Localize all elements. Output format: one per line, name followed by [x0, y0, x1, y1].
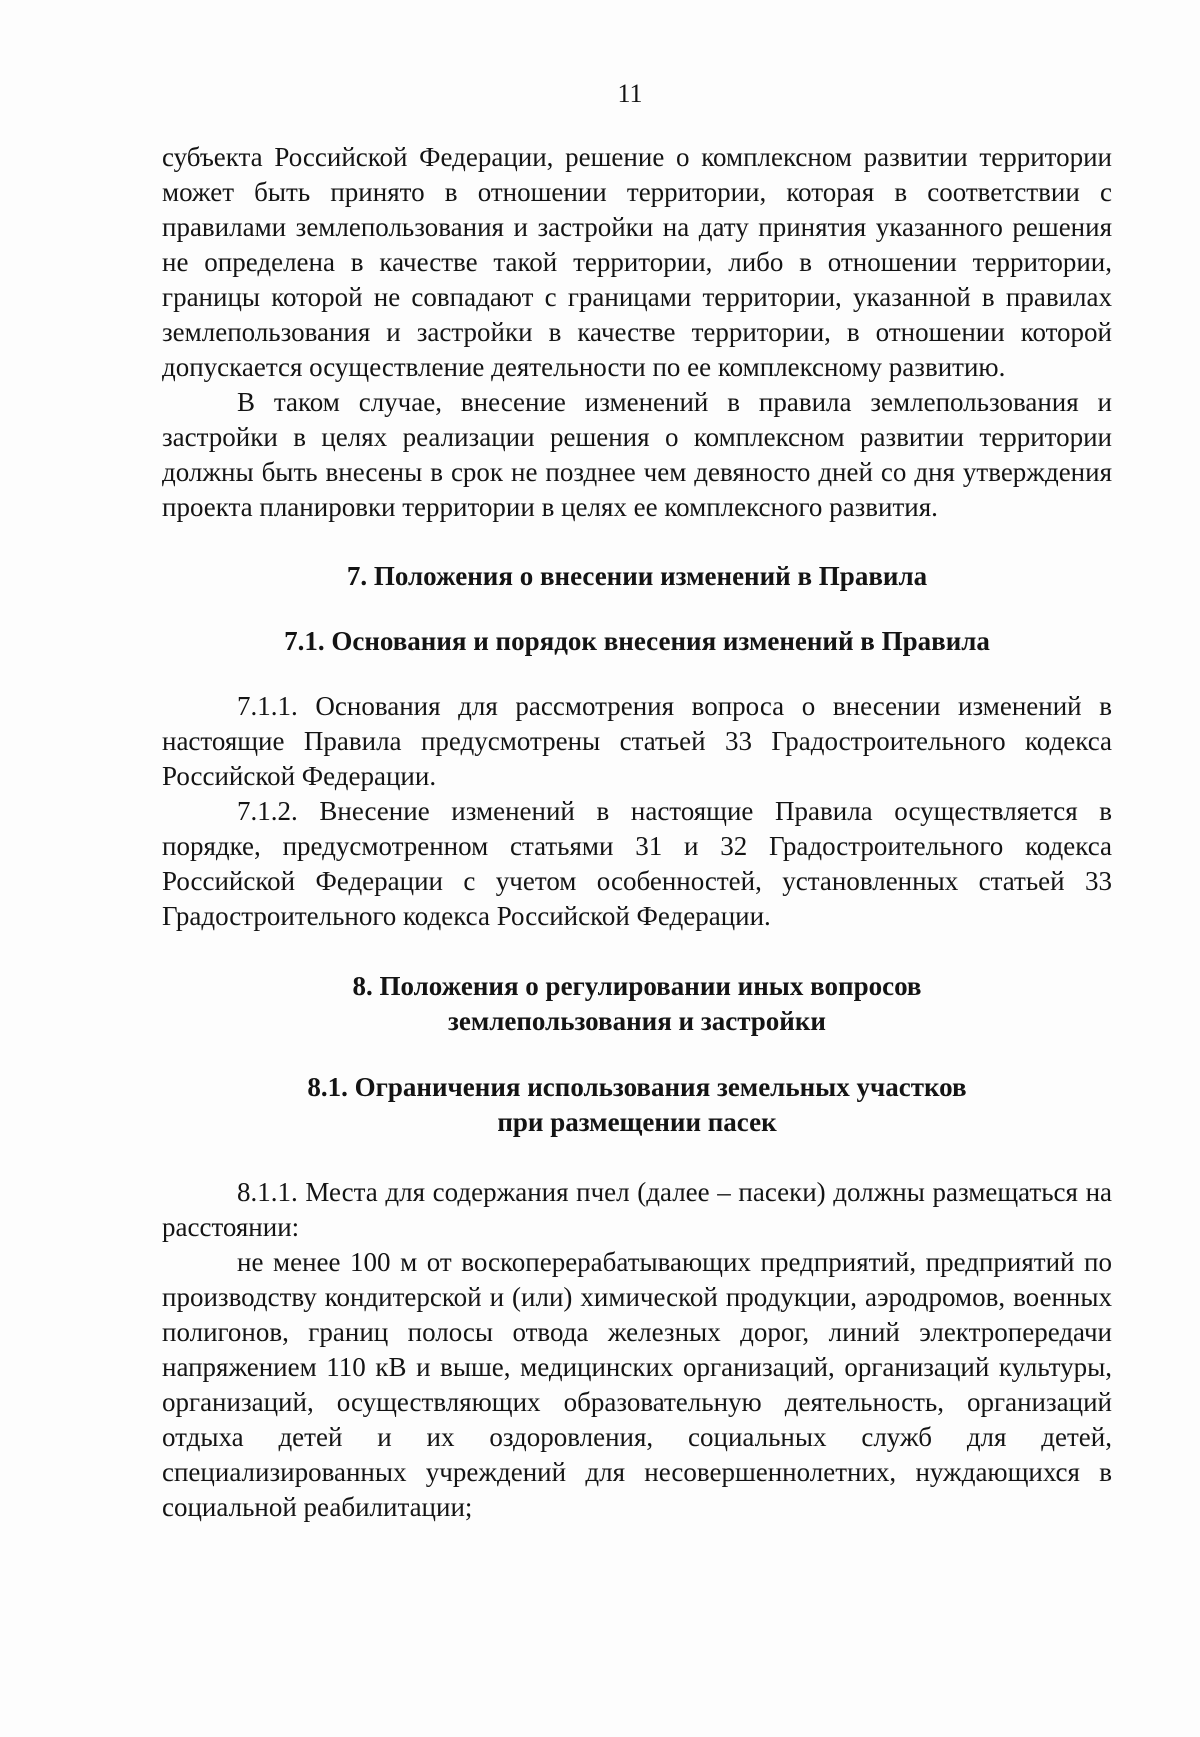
- paragraph-amendment-deadline: В таком случае, внесение изменений в правила землепользования и застройки в целях реализации решения о комплексном развитии территории должны быть внесены в срок не позднее чем девяносто дней со дня утверждения проекта планировки территории в целях ее комплексного развития.: [162, 387, 1112, 522]
- section-heading-7: 7. Положения о внесении изменений в Правила: [346, 561, 928, 591]
- clause-7-1-1: 7.1.1. Основания для рассмотрения вопроса о внесении изменений в настоящие Правила предусмотрены статьей 33 Градостроительного кодекса Российской Федерации.: [162, 691, 1112, 791]
- section-heading-8-line-2: землепользования и застройки: [448, 1006, 826, 1036]
- section-heading-8-line-1: 8. Положения о регулировании иных вопросов: [352, 971, 922, 1001]
- section-heading-8: [162, 969, 1112, 1039]
- clause-8-1-1: 8.1.1. Места для содержания пчел (далее – пасеки) должны размещаться на расстоянии:: [162, 1177, 1112, 1242]
- subsection-heading-7-1: 7.1. Основания и порядок внесения изменений в Правила: [284, 626, 990, 656]
- paragraph-continuation: субъекта Российской Федерации, решение о комплексном развитии территории может быть принято в отношении территории, которая в соответствии с правилами землепользования и застройки на дату принятия указанного решения не определена в качестве такой территории, либо в отношении территории, границы которой не совпадают с границами территории, указанной в правилах землепользования и застройки в качестве территории, в отношении которой допускается осуществление деятельности по ее комплексному развитию.: [162, 142, 1112, 382]
- page-number: 11: [617, 79, 643, 108]
- clause-7-1-2: 7.1.2. Внесение изменений в настоящие Правила осуществляется в порядке, предусмотренном статьями 31 и 32 Градостроительного кодекса Российской Федерации с учетом особенностей, установленных статьей 33 Градостроительного кодекса Российской Федерации.: [162, 796, 1112, 931]
- clause-8-1-1-distance-100m: не менее 100 м от воскоперерабатывающих предприятий, предприятий по производству кондитерской и (или) химической продукции, аэродромов, военных полигонов, границ полосы отвода железных дорог, линий электропередачи напряжением 110 кВ и выше, медицинских организаций, организаций культуры, организаций, осуществляющих образовательную деятельность, организаций отдыха детей и их оздоровления, социальных служб для детей, специализированных учреждений для несовершеннолетних, нуждающихся в социальной реабилитации;: [162, 1247, 1112, 1522]
- document-body: [162, 140, 1112, 1525]
- subsection-heading-8-1-line-1: 8.1. Ограничения использования земельных участков: [307, 1072, 967, 1102]
- subsection-heading-8-1-line-2: при размещении пасек: [497, 1107, 777, 1137]
- subsection-heading-8-1: [162, 1070, 1112, 1140]
